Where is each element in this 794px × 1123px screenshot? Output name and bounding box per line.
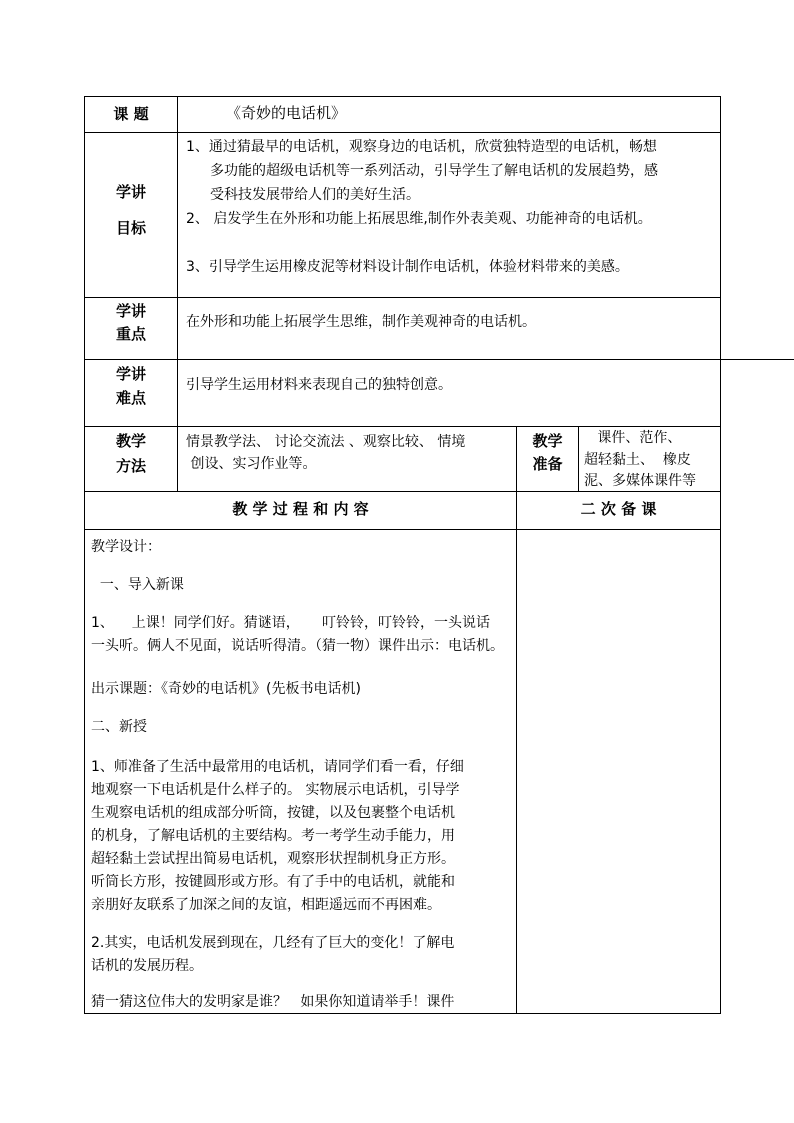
table-prep-label-divider — [578, 426, 579, 492]
paragraph-line: 地观察一下电话机是什么样子的。 实物展示电话机，引导学 — [91, 782, 460, 798]
table-label-column-divider — [177, 96, 178, 492]
paragraph-inventor: 猜一猜这位伟大的发明家是谁？ 如果你知道请举手！课件 — [91, 994, 455, 1010]
method-line-2: 创设、实习作业等。 — [186, 456, 317, 472]
method-label-line1: 教学 — [115, 432, 146, 450]
paragraph-line: 1、 上课！同学们好。猜谜语， 叮铃铃，叮铃铃，一头说话 — [91, 615, 490, 631]
prep-label-line2: 准备 — [532, 455, 563, 473]
table-row-divider — [84, 529, 721, 530]
goal-item-3: 3、引导学生运用橡皮泥等材料设计制作电话机，体验材料带来的美感。 — [186, 259, 629, 275]
key-value: 在外形和功能上拓展学生思维，制作美观神奇的电话机。 — [186, 314, 536, 330]
paragraph-line: 超轻黏土尝试捏出简易电话机，观察形状捏制机身正方形。 — [91, 851, 455, 867]
process-header: 教 学 过 程 和 内 容 — [232, 500, 369, 518]
table-border-bottom — [84, 1013, 721, 1014]
table-row-divider — [84, 491, 721, 492]
design-heading: 教学设计： — [91, 539, 161, 555]
prep-line-2: 超轻黏土、 橡皮 — [584, 452, 691, 468]
key-label-line1: 学讲 — [115, 302, 146, 320]
method-line-1: 情景教学法、 讨论交流法 、观察比较、 情境 — [186, 434, 466, 450]
prep-line-3: 泥、多媒体课件等 — [584, 473, 696, 489]
table-row-divider — [84, 297, 721, 298]
table-border-right — [720, 96, 721, 1014]
table-row-divider — [84, 132, 721, 133]
prep-label-line1: 教学 — [532, 432, 563, 450]
difficulty-value: 引导学生运用材料来表现自己的独特创意。 — [186, 377, 452, 393]
section-2-heading: 二、新授 — [91, 719, 147, 735]
paragraph-line: 一头听。俩人不见面，说话听得清。（猜一物）课件出示：电话机。 — [91, 638, 504, 654]
show-title: 出示课题：《奇妙的电话机》(先板书电话机) — [91, 681, 361, 697]
goal-item-1-line-1: 1、通过猜最早的电话机，观察身边的电话机，欣赏独特造型的电话机，畅想 — [186, 139, 657, 155]
goal-item-2: 2、 启发学生在外形和功能上拓展思维,制作外表美观、功能神奇的电话机。 — [186, 211, 652, 227]
section-1-heading: 一、导入新课 — [91, 577, 184, 593]
paragraph-line: 的机身，了解电话机的主要结构。考一考学生动手能力，用 — [91, 828, 455, 844]
topic-value: 《奇妙的电话机》 — [226, 104, 347, 122]
topic-label: 课 题 — [113, 105, 149, 123]
table-border-top — [84, 96, 721, 97]
difficulty-label-line2: 难点 — [115, 389, 146, 407]
paragraph-line: 话机的发展历程。 — [91, 958, 203, 974]
paragraph-new-lesson — [91, 756, 464, 917]
paragraph-line: 1、师准备了生活中最常用的电话机，请同学们看一看，仔细 — [91, 759, 464, 775]
paragraph-line: 亲朋好友联系了加深之间的友谊，相距遥远而不再困难。 — [91, 897, 441, 913]
paragraph-history — [91, 932, 454, 978]
difficulty-label-line1: 学讲 — [115, 365, 146, 383]
paragraph-line: 生观察电话机的组成部分听筒，按键，以及包裹整个电话机 — [91, 805, 455, 821]
paragraph-line: 2.其实，电话机发展到现在，几经有了巨大的变化！了解电 — [91, 935, 455, 951]
goals-label-line2: 目标 — [115, 219, 146, 237]
goal-item-1-line-3: 受科技发展带给人们的美好生活。 — [210, 187, 420, 203]
paragraph-line: 听筒长方形，按键圆形或方形。有了手中的电话机，就能和 — [91, 874, 455, 890]
goals-label-line1: 学讲 — [115, 183, 146, 201]
prep-line-1: 课件、范作、 — [584, 430, 682, 446]
table-row-divider — [84, 359, 794, 360]
table-row-divider — [84, 426, 721, 427]
paragraph-intro — [91, 612, 504, 658]
method-label-line2: 方法 — [115, 457, 146, 475]
key-label-line2: 重点 — [115, 325, 146, 343]
goal-item-1-line-2: 多功能的超级电话机等一系列活动，引导学生了解电话机的发展趋势，感 — [210, 163, 658, 179]
second-prep-header: 二 次 备 课 — [580, 500, 657, 518]
